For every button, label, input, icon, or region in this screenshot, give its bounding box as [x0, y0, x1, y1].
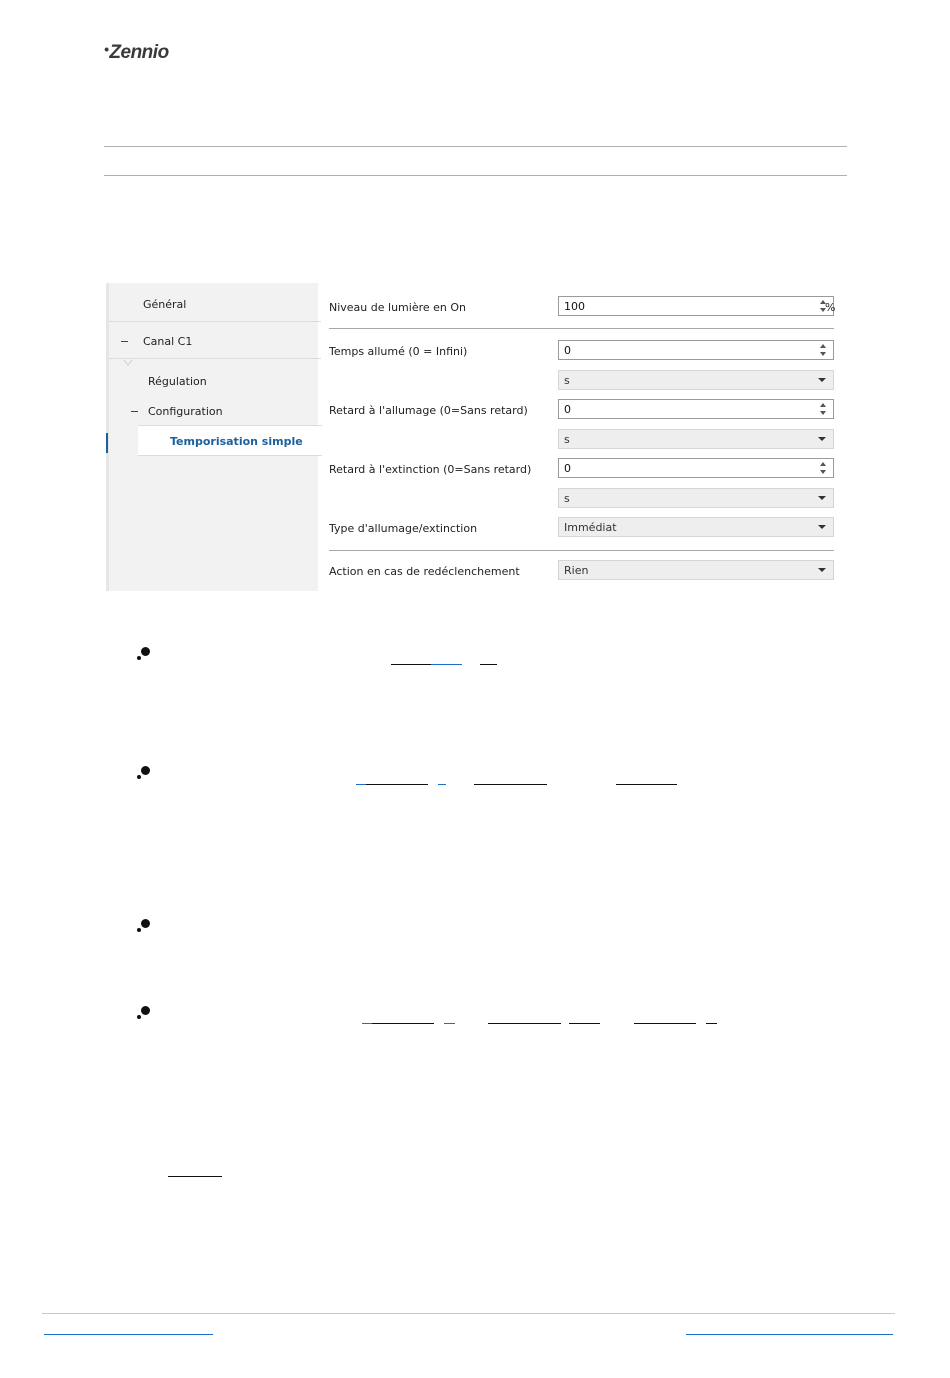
logo-text: Zennio	[109, 42, 169, 63]
spinner-icon[interactable]	[820, 402, 828, 416]
zennio-logo	[104, 42, 169, 64]
underline-mark	[362, 1023, 372, 1024]
retrigger-select[interactable]	[558, 560, 834, 580]
retrigger-label: Action en cas de redéclenchement	[329, 565, 520, 578]
underline-mark	[366, 784, 428, 785]
tree-divider	[109, 321, 321, 322]
underline-mark	[480, 664, 497, 665]
chevron-down-icon	[818, 525, 826, 529]
level-label: Niveau de lumière en On	[329, 301, 466, 314]
logo-dot-icon: •	[104, 41, 109, 57]
time-on-label: Temps allumé (0 = Infini)	[329, 345, 468, 358]
selection-marker	[106, 433, 108, 453]
underline-mark	[431, 664, 462, 665]
underline-mark	[444, 1023, 455, 1024]
tree-item-configuration[interactable]: Configuration	[148, 405, 223, 418]
underline-mark	[634, 1023, 696, 1024]
time-on-unit-value: s	[564, 374, 570, 387]
underline-mark	[356, 784, 366, 785]
time-on-input[interactable]	[558, 340, 834, 360]
tree-item-general[interactable]: Général	[143, 298, 187, 311]
bullet-icon	[137, 1006, 151, 1020]
underline-mark	[569, 1023, 600, 1024]
bullet-icon	[137, 919, 151, 933]
delay-off-unit-select[interactable]	[558, 488, 834, 508]
delay-on-label: Retard à l'allumage (0=Sans retard)	[329, 404, 528, 417]
time-on-unit-select[interactable]	[558, 370, 834, 390]
footer-link-left[interactable]	[44, 1334, 213, 1335]
type-value: Immédiat	[564, 521, 617, 534]
chevron-down-icon	[818, 496, 826, 500]
level-value: 100	[564, 300, 585, 313]
delay-on-input[interactable]	[558, 399, 834, 419]
tree-item-regulation[interactable]: Régulation	[148, 375, 207, 388]
level-unit: %	[825, 301, 836, 314]
parameter-panel	[106, 283, 846, 591]
chevron-down-icon	[818, 378, 826, 382]
type-select[interactable]	[558, 517, 834, 537]
underline-mark	[438, 784, 446, 785]
underline-mark	[372, 1023, 434, 1024]
param-divider	[329, 550, 834, 551]
underline-mark	[391, 664, 431, 665]
bullet-icon	[137, 647, 151, 661]
delay-on-unit-value: s	[564, 433, 570, 446]
delay-on-value: 0	[564, 403, 571, 416]
time-on-value: 0	[564, 344, 571, 357]
tree-item-label: Temporisation simple	[170, 435, 303, 448]
delay-off-input[interactable]	[558, 458, 834, 478]
param-divider	[329, 328, 834, 329]
spinner-icon[interactable]	[820, 461, 828, 475]
footer-rule	[42, 1313, 895, 1314]
delay-off-value: 0	[564, 462, 571, 475]
type-label: Type d'allumage/extinction	[329, 522, 478, 535]
spinner-icon[interactable]	[820, 343, 828, 357]
delay-on-unit-select[interactable]	[558, 429, 834, 449]
underline-mark	[474, 784, 547, 785]
bullet-icon	[137, 766, 151, 780]
tree-item-canal-c1[interactable]: Canal C1	[143, 335, 193, 348]
underline-mark	[616, 784, 677, 785]
footer-link-right[interactable]	[686, 1334, 893, 1335]
chevron-down-icon	[818, 437, 826, 441]
underline-mark	[706, 1023, 717, 1024]
tree-item-temporisation-simple[interactable]	[138, 425, 322, 456]
chevron-down-icon	[818, 568, 826, 572]
delay-off-unit-value: s	[564, 492, 570, 505]
header-rule-bottom	[104, 175, 847, 176]
retrigger-value: Rien	[564, 564, 589, 577]
tree-caret-icon	[123, 358, 133, 368]
header-rule-top	[104, 146, 847, 147]
underline-mark	[488, 1023, 561, 1024]
tree-divider	[109, 358, 321, 359]
collapse-icon[interactable]	[121, 341, 128, 342]
delay-off-label: Retard à l'extinction (0=Sans retard)	[329, 463, 532, 476]
level-input[interactable]	[558, 296, 834, 316]
parameter-tree	[106, 283, 318, 591]
collapse-icon[interactable]	[131, 411, 138, 412]
underline-mark	[168, 1176, 222, 1177]
